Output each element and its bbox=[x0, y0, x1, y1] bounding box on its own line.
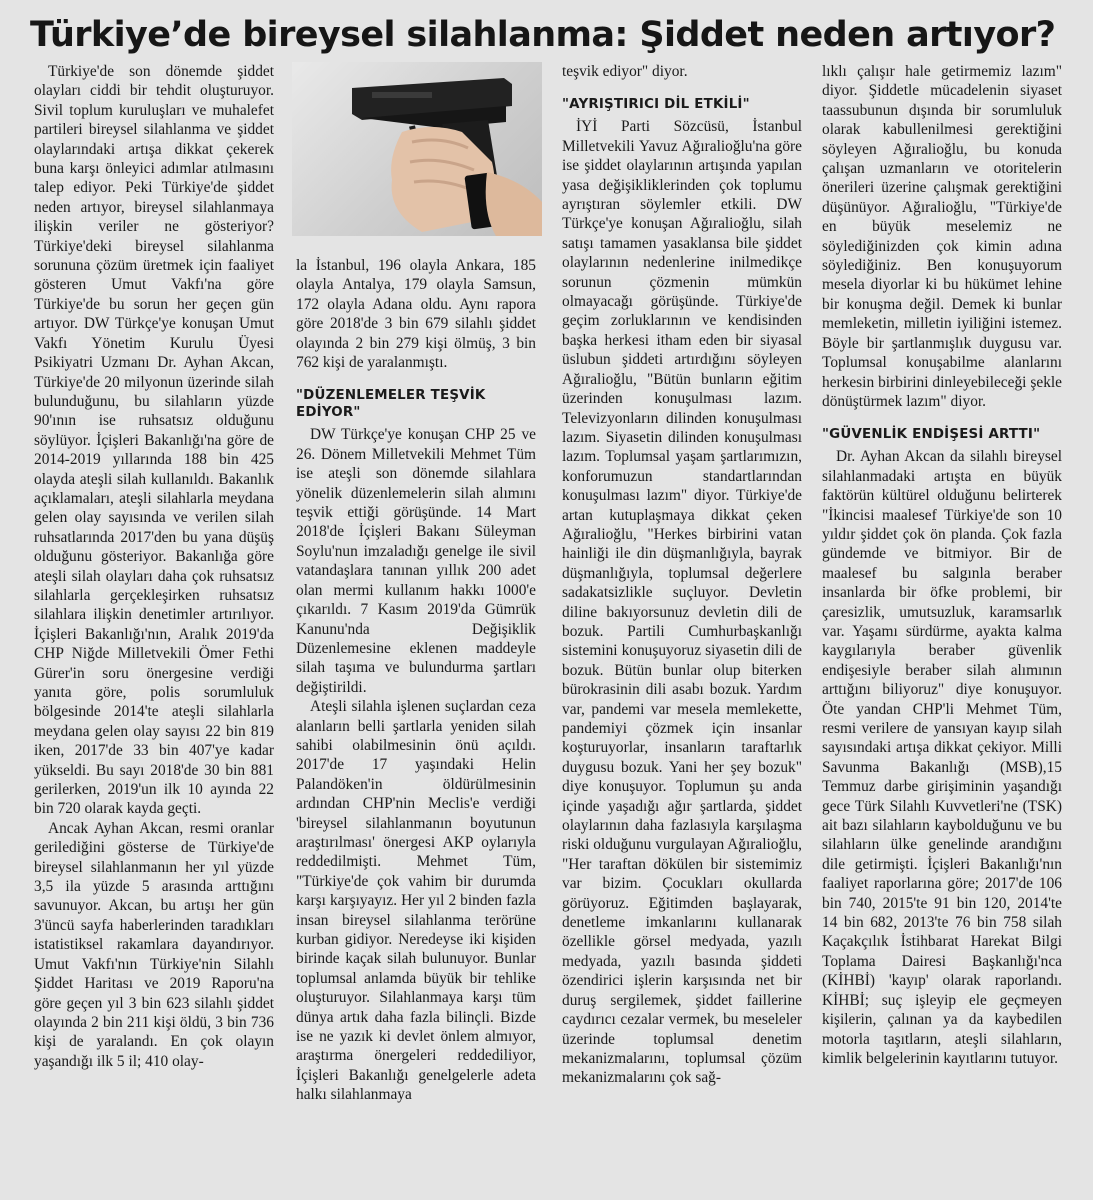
column-3 bbox=[562, 62, 802, 1088]
section-heading: "GÜVENLİK ENDİŞESİ ARTTI" bbox=[822, 427, 1041, 443]
pistol-photo bbox=[292, 62, 542, 236]
column-4 bbox=[822, 62, 1062, 1068]
paragraph: İYİ Parti Sözcüsü, İstanbul Milletvekili Yavuz Ağıralioğlu'na göre ise şiddet olaylarının artışında yapılan yasa değişikliklerinden çok toplumu ayrıştıran söylemler etkili. DW Türkçe'ye konuşan Ağıralioğlu, silah satışı tamamen yasaklansa bile şiddet olaylarının nedenlerine inilmedikçe sorunun çözmenin mümkün olmayacağı görüşünde. Türkiye'de geçim zorluklarının ve kendisinden başka herkesi itham eden bir siyasal üslubun şiddeti artırdığını söyleyen Ağıralioğlu, "Bütün bunların eğitim üzerinden konuşulması lazım. Televizyonların dilinden konuşulması lazım. Siyasetin dilinden konuşulması lazım. Toplumsal yaşam şartlarımızın, konforumuzun standartlarından konuşulması lazım" diyor. Türkiye'de artan kutuplaşmaya dikkat çeken Ağıralioğlu, "Herkes birbirini vatan hainliği ile din düşmanlığıyla, bayrak düşmanlığıyla, toplumsal değerlere sadakatsizlikle suçluyor. Devletin diline bakıyorsunuz devletin dili de bozuk. Partili Cumhurbaşkanlığı sistemini konuşuyoruz siyasetin dili de bozuk. Bütün bunlar olup biterken bürokrasinin dili asabı bozuk. Yardım var, pandemi var mesela memlekette, pandemiyi çözmek için insanlar koşturuyorlar, insanların taraftarlık duygusu bozuk. Yani her şey bozuk" diye konuşuyor. Toplumun şu anda içinde yaşadığı ağır şartlarda, şiddet olaylarının daha fazlasıyla karşılaşma riski olduğunu vurgulayan Ağıralioğlu, "Her taraftan dökülen bir sistemimiz var bizim. Çocukları okullarda görüyoruz. Eğitimden başlayarak, denetleme imkanlarını kullanarak özellikle görsel medyada, yazılı medyada, yazılı basında şiddeti özendirici işlerin karşısında net bir duruş sergilemek, şiddet faillerine caydırıcı cezalar vermek, bu meseleler üzerinde toplumsal denetim mekanizmalarını, toplumsal çözüm mekanizmalarını çok sağ- bbox=[562, 118, 802, 1087]
paragraph: teşvik ediyor" diyor. bbox=[562, 63, 688, 80]
paragraph: DW Türkçe'ye konuşan CHP 25 ve 26. Dönem Milletvekili Mehmet Tüm ise ateşli son dönemde silahlara yönelik düzenlemelerin silah alımını teşvik ettiği görüşünde. 14 Mart 2018'de İçişleri Bakanı Süleyman Soylu'nun imzaladığı genelge ile sivil vatandaşlara tanınan yıllık 200 adet olan mermi kullanım hakkı 1000'e çıkarıldı. 7 Kasım 2019'da Gümrük Kanunu'nda Değişiklik Düzenlemesine eklenen maddeyle silah taşıma ve bulundurma şartları değiştirildi. bbox=[296, 426, 536, 696]
paragraph: lıklı çalışır hale getirmemiz lazım" diyor. Şiddetle mücadelenin siyaset taassubunun dışında bir sorumluluk olarak kabullenilmesi gerektiğini söyleyen Ağıralioğlu, bu konuda çalışan uzmanların ve otoritelerin önerileri üzerine çalışmak gerektiğini düşünüyor. Ağıralioğlu, "Türkiye'de en büyük meselemiz ne söylediğinizden çok kimin adına söylediğiniz. Ben konuşuyorum mesela diyorlar ki bu hükümet lehine bir konuşma değil. Demek ki bunlar memleketin, milletin iyiliğini istemez. Böyle bir şartlanmışlık duygusu var. Toplumsal konuşabilme alanlarını herkesin birbirini dinleyebileceği şekle dönüştürmek lazım" diyor. bbox=[822, 63, 1062, 410]
paragraph: Dr. Ayhan Akcan da silahlı bireysel silahlanmadaki artışta en büyük faktörün kültürel olduğunu belirterek "İkincisi maalesef Türkiye'de son 10 yıldır şiddet çok ön planda. Çok fazla gündemde ve bitmiyor. Bir de maalesef bu salgınla beraber insanlarda bir öfke problemi, bir çaresizlik, umutsuzluk, karamsarlık var. Yaşamı sürdürme, ayakta kalma kaygılarıyla beraber güvenlik endişesiyle beraber silah alımının arttığını biliyoruz" diye konuşuyor. Öte yandan CHP'li Mehmet Tüm, resmi verilere de yansıyan kayıp silah sayısındaki artışa dikkat çekiyor. Milli Savunma Bakanlığı (MSB),15 Temmuz darbe girişiminin yaşandığı gece Türk Silahlı Kuvvetleri'ne (TSK) ait bazı silahların kaybolduğunu ve bu silahların ülke genelinde arandığını dile getirmişti. İçişleri Bakanlığı'nın faaliyet raporlarına göre; 2017'de 106 bin 740, 2015'te 91 bin 120, 2014'te 14 bin 682, 2013'te 76 bin 758 silah Kaçakçılık İstihbarat Harekat Bilgi Toplama Dairesi Başkanlığı'nca (KİHBİ) 'kayıp' olarak raporlandı. KİHBİ; suç işleyip ele geçmeyen kişilerin, çalınan ya da kaybedilen motorla taşıtların, ateşli silahların, kimlik belgelerinin kayıtlarını tutuyor. bbox=[822, 448, 1062, 1067]
section-heading: "DÜZENLEMELER TEŞVİK EDİYOR" bbox=[296, 388, 486, 421]
paragraph: Ancak Ayhan Akcan, resmi oranlar gerilediğini gösterse de Türkiye'de bireysel silahlanmanın her yıl yüzde 3,5 ila yüzde 5 arasında arttığını savunuyor. Akcan, bu artışı her gün 3'üncü sayfa haberlerinden taradıkları istatistiksel rakamlara dayandırıyor. Umut Vakfı'nın Türkiye'nin Silahlı Şiddet Haritası ve 2019 Raporu'na göre geçen yıl 3 bin 623 silahlı şiddet olayında 2 bin 211 kişi öldü, 3 bin 736 kişi de yaralandı. En çok olayın yaşandığı ilk 5 il; 410 olay- bbox=[34, 819, 274, 1070]
pistol-photo-illustration bbox=[292, 62, 542, 236]
paragraph: la İstanbul, 196 olayla Ankara, 185 olayla Antalya, 179 olayla Samsun, 172 olayla Adana oldu. Aynı rapora göre 2018'de 3 bin 679 silahlı şiddet olayında 2 bin 279 kişi ölmüş, 3 bin 762 kişi de yaralanmıştı. bbox=[296, 257, 536, 372]
column-2 bbox=[296, 256, 536, 1105]
paragraph: Türkiye'de son dönemde şiddet olayları ciddi bir tehdit oluşturuyor. Sivil toplum kuruluşları ve muhalefet partileri bireysel silahlanma ve şiddet olaylarındaki artışa dikkat çekerek buna karşı önleyici adımlar atılmasını talep ediyor. Peki Türkiye'de şiddet neden artıyor, bireysel silahlanmaya ilişkin veriler ne gösteriyor? Türkiye'deki bireysel silahlanma sorununa çözüm üretmek için faaliyet gösteren Umut Vakfı'na göre Türkiye'de bu sorun her geçen gün artıyor. DW Türkçe'ye konuşan Umut Vakfı Yönetim Kurulu Üyesi Psikiyatri Uzmanı Dr. Ayhan Akcan, Türkiye'de 20 milyonun üzerinde silah bulunduğunu, bu silahların yüzde 90'ının ise ruhsatsız olduğunu söylüyor. İçişleri Bakanlığı'na göre de 2014-2019 yıllarında 188 bin 425 olayda ateşli silah kullanıldı. Bakanlık açıklamaları, ateşli silahlarla meydana gelen olay sayısında ve verilen silah ruhsatlarında 2017'den bu yana düşüş olduğunu gösteriyor. Bakanlığa göre ateşli silah olayları daha çok ruhsatsız silahlarla gerçekleşirken ruhsatsız silahlara ilişkin denetimler artırılıyor. İçişleri Bakanlığı'nın, Aralık 2019'da CHP Niğde Milletvekili Ömer Fethi Gürer'in soru önergesine verdiği yanıta göre, polis sorumluluk bölgesinde 2014'te ateşli silahlarla meydana gelen olay sayısı 22 bin 819 iken, 2017'de 33 bin 407'ye kadar yükseldi. Bu sayı 2018'de 30 bin 881 gerilerken, 2019'un ilk 10 ayında 22 bin 720 olarak kayda geçti. bbox=[34, 63, 274, 818]
paragraph: Ateşli silahla işlenen suçlardan ceza alanların belli şartlarla yeniden silah sahibi olabilmesinin önü açıldı. 2017'de 17 yaşındaki Helin Palandöken'in öldürülmesinin ardından CHP'nin Meclis'e verdiği 'bireysel silahlanmanın boyutunun araştırılması' önergesi AKP oylarıyla reddedilmişti. Mehmet Tüm, "Türkiye'de çok vahim bir durumda karşı karşıyayız. Her yıl 2 binden fazla insan bireysel silahlanma terörüne kurban gidiyor. Neredeyse iki kişiden birinde kaçak silah bulunuyor. Bunlar toplumsal anlamda büyük bir tehlike oluşturuyor. Silahlanmaya karşı tüm dünya artık daha fazla bilinçli. Bizde ise ne yazık ki devlet önlem almıyor, araştırma önergeleri reddediliyor, İçişleri Bakanlığı genelgelerle adeta halkı silahlanmaya bbox=[296, 698, 536, 1104]
headline: Türkiye’de bireysel silahlanma: Şiddet neden artıyor? bbox=[30, 15, 1056, 55]
column-1 bbox=[34, 62, 274, 1071]
section-heading: "AYRIŞTIRICI DİL ETKİLİ" bbox=[562, 97, 750, 113]
